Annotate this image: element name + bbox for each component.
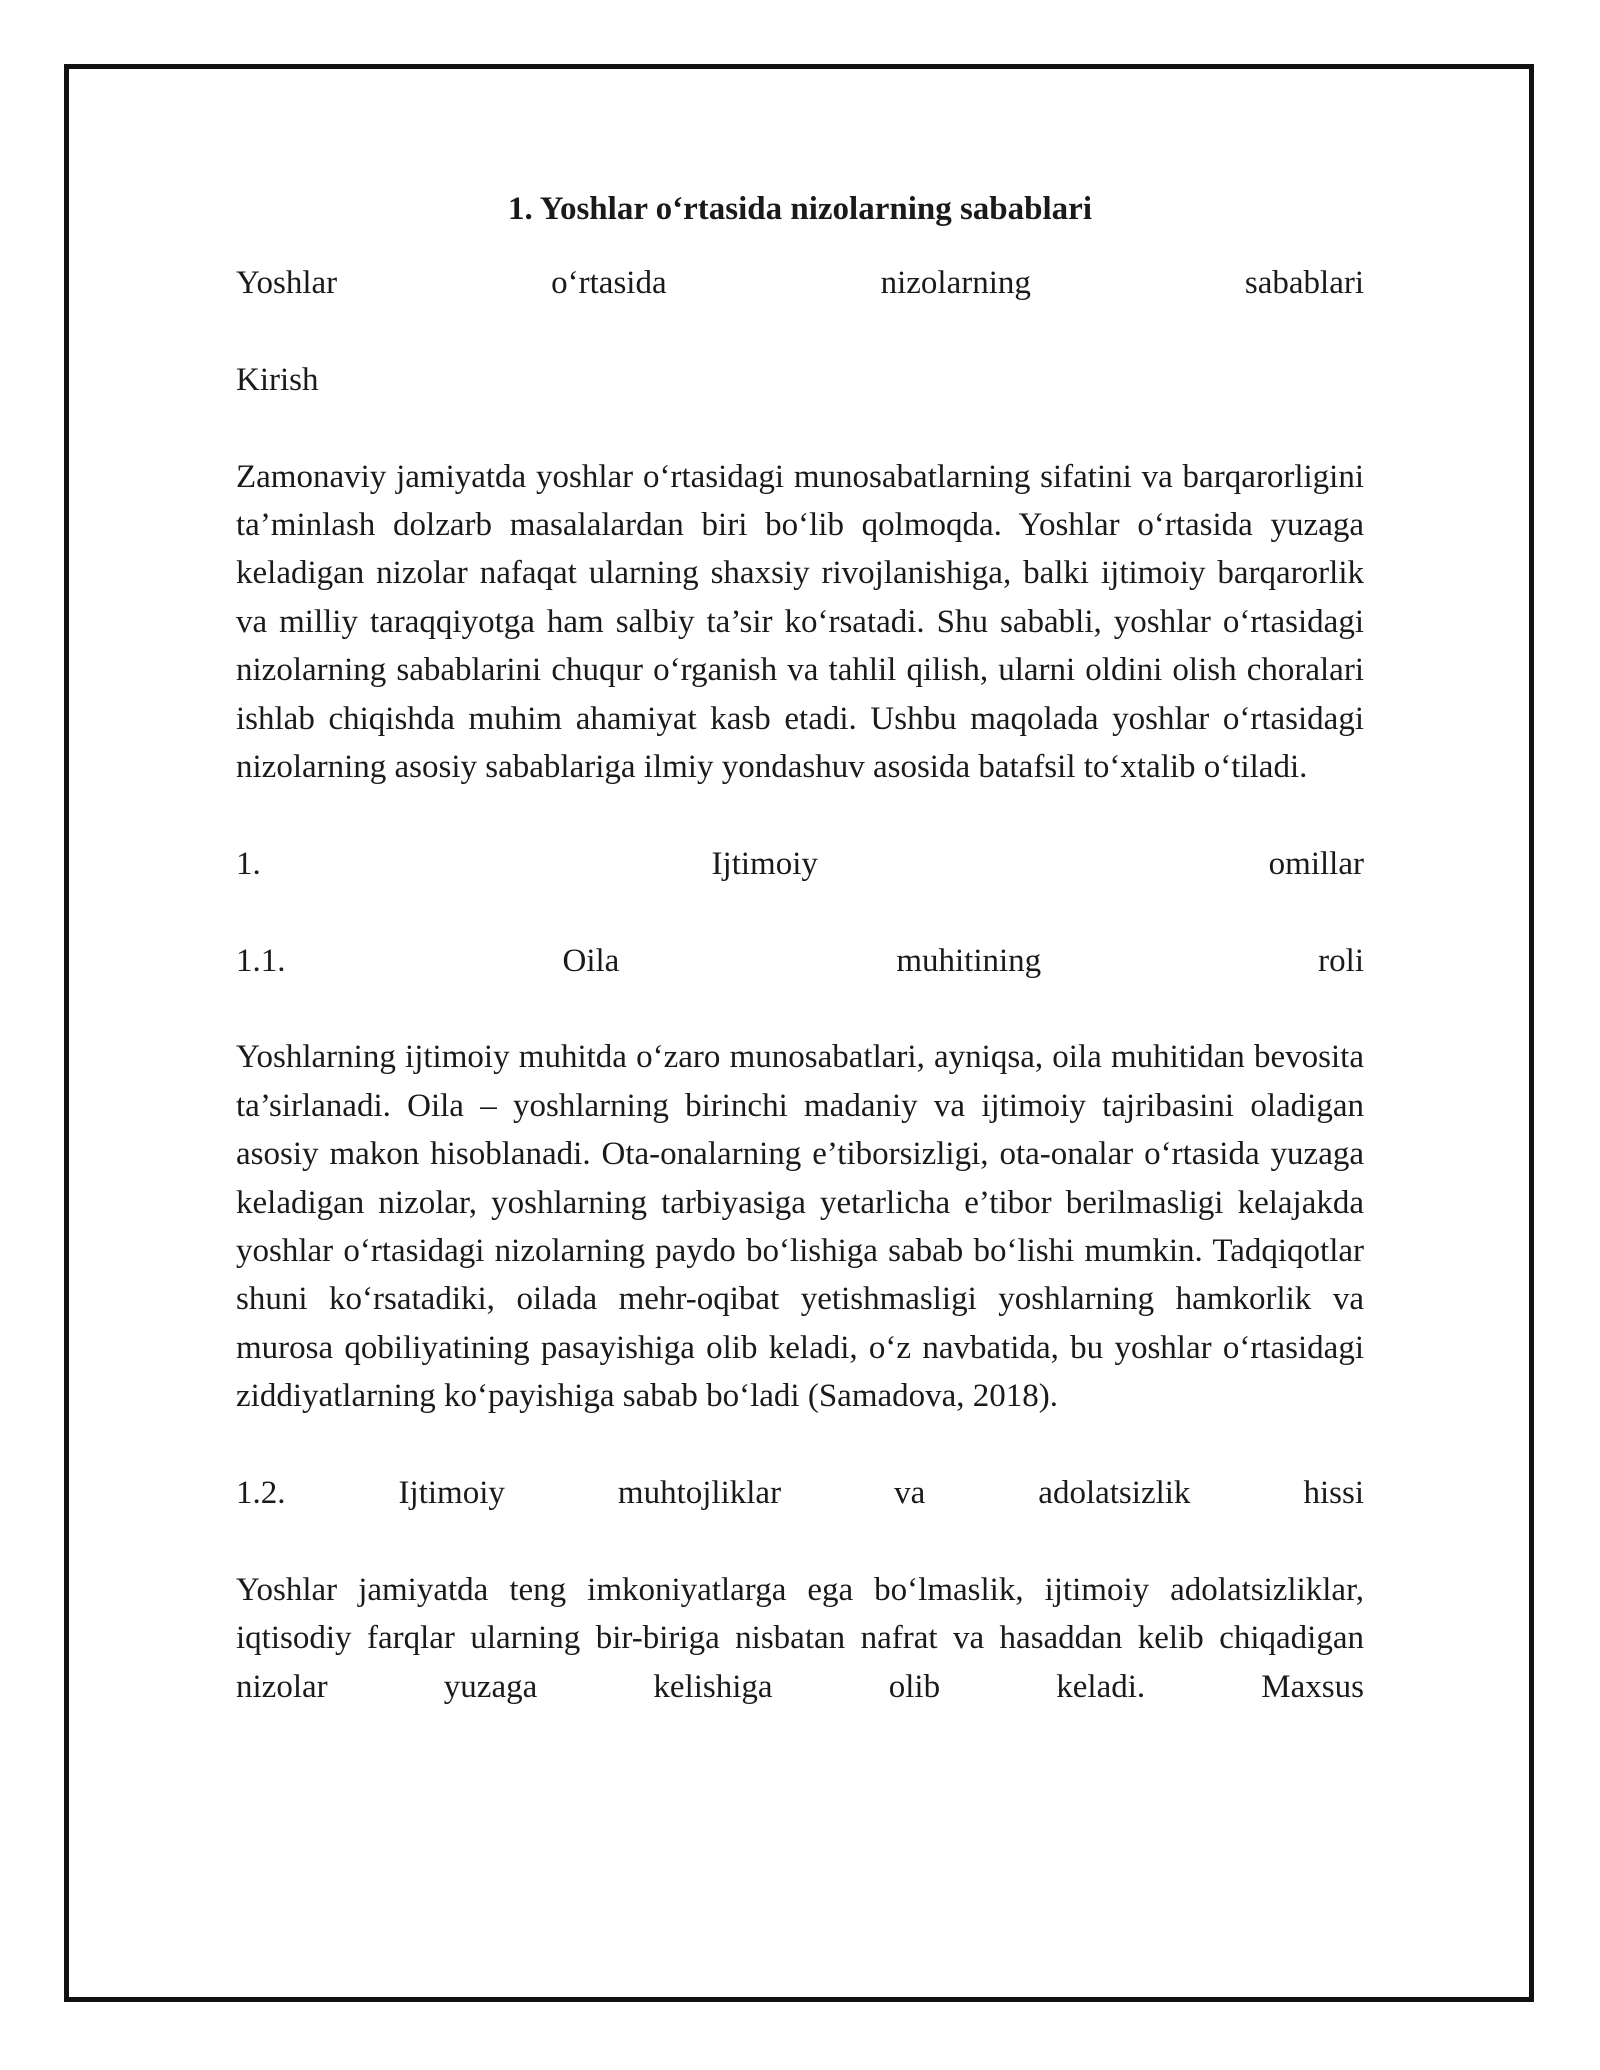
intro-heading: Kirish	[236, 361, 319, 398]
section-1-heading: 1. Ijtimoiy omillar	[236, 845, 1364, 882]
section-1-2-heading: 1.2. Ijtimoiy muhtojliklar va adolatsizlik hissi	[236, 1475, 1364, 1512]
section-1-1-heading: 1.1. Oila muhitining roli	[236, 942, 1364, 979]
section-1-2-paragraph: Yoshlar jamiyatda teng imkoniyatlarga ega bo‘lmaslik, ijtimoiy adolatsizliklar, iqtisodiy farqlar ularning bir-biriga nisbatan nafrat va hasaddan kelib chiqadigan nizolar yuzaga kelishiga olib keladi. Maxsus	[236, 1571, 1364, 1705]
section-1-1-paragraph: Yoshlarning ijtimoiy muhitda o‘zaro munosabatlari, ayniqsa, oila muhitidan bevosita ta’sirlanadi. Oila – yoshlarning birinchi madaniy va ijtimoiy tajribasini oladigan asosiy makon hisoblanadi. Ota-onalarning e’tiborsizligi, ota-onalar o‘rtasida yuzaga keladigan nizolar, yoshlarning tarbiyasiga yetarlicha e’tibor berilmasligi kelajakda yoshlar o‘rtasidagi nizolarning paydo bo‘lishiga sabab bo‘lishi mumkin. Tadqiqotlar shuni ko‘rsatadiki, oilada mehr-oqibat yetishmasligi yoshlarning hamkorlik va murosa qobiliyatining pasayishiga olib keladi, o‘z navbatida, bu yoshlar o‘rtasidagi ziddiyatlarning ko‘payishiga sabab bo‘ladi (Samadova, 2018).	[236, 1039, 1364, 1415]
subtitle-line: Yoshlar o‘rtasida nizolarning sabablari	[236, 265, 1364, 301]
document-body	[236, 185, 1364, 1711]
intro-paragraph: Zamonaviy jamiyatda yoshlar o‘rtasidagi munosabatlarning sifatini va barqarorligini ta’minlash dolzarb masalalardan biri bo‘lib qolmoqda. Yoshlar o‘rtasida yuzaga keladigan nizolar nafaqat ularning shaxsiy rivojlanishiga, balki ijtimoiy barqarorlik va milliy taraqqiyotga ham salbiy ta’sir ko‘rsatadi. Shu sababli, yoshlar o‘rtasidagi nizolarning sabablarini chuqur o‘rganish va tahlil qilish, ularni oldini olish choralari ishlab chiqishda muhim ahamiyat kasb etadi. Ushbu maqolada yoshlar o‘rtasidagi nizolarning asosiy sabablariga ilmiy yondashuv asosida batafsil to‘xtalib o‘tiladi.	[236, 458, 1364, 786]
document-title: 1. Yoshlar o‘rtasida nizolarning sabablari	[508, 191, 1092, 227]
